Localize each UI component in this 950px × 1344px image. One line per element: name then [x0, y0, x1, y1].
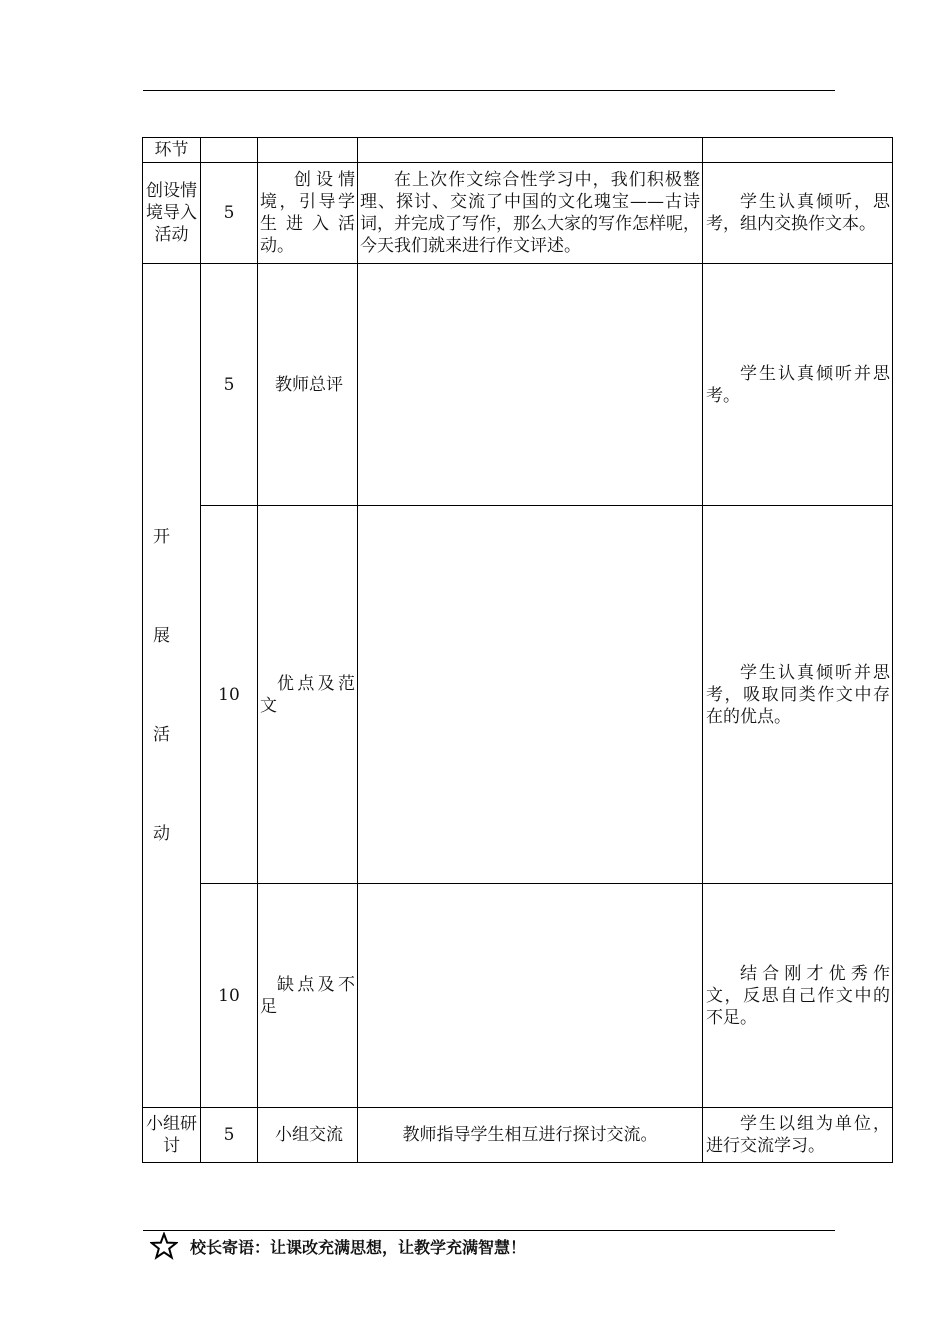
- footer-rule: [143, 1230, 835, 1231]
- student-cell: 结合刚才优秀作文，反思自己作文中的不足。: [703, 884, 893, 1108]
- stage-char: 开: [153, 527, 170, 547]
- stage-char: 活: [153, 725, 170, 745]
- header-activity: [258, 138, 358, 163]
- footer-motto: 校长寄语：让课改充满思想，让教学充满智慧！: [190, 1237, 527, 1257]
- stage-cell: 创设情境导入活动: [143, 163, 201, 264]
- activity-cell: 优点及范文: [258, 506, 358, 884]
- time-cell: 5: [201, 264, 258, 506]
- teacher-cell: 在上次作文综合性学习中，我们积极整理、探讨、交流了中国的文化瑰宝——古诗词，并完成了写作，那么大家的写作怎样呢，今天我们就来进行作文评述。: [358, 163, 703, 264]
- table-row: [143, 163, 893, 264]
- student-cell: 学生认真倾听，思考，组内交换作文本。: [703, 163, 893, 264]
- merged-stage-cell: [143, 264, 201, 1108]
- header-student: [703, 138, 893, 163]
- time-cell: 5: [201, 1108, 258, 1163]
- teacher-cell: [358, 506, 703, 884]
- table-row: [143, 884, 893, 1108]
- star-outline-icon: [150, 1232, 178, 1260]
- stage-char: 展: [153, 626, 170, 646]
- activity-cell: 小组交流: [258, 1108, 358, 1163]
- student-cell: 学生认真倾听并思考，吸取同类作文中存在的优点。: [703, 506, 893, 884]
- time-cell: 5: [201, 163, 258, 264]
- teacher-cell: [358, 264, 703, 506]
- activity-cell: 缺点及不足: [258, 884, 358, 1108]
- footer: [150, 1232, 526, 1260]
- table-header-row: [143, 138, 893, 163]
- table-row: [143, 1108, 893, 1163]
- lesson-plan-table: [142, 137, 893, 1163]
- stage-char: 动: [153, 824, 170, 844]
- time-cell: 10: [201, 506, 258, 884]
- student-cell: 学生认真倾听并思考。: [703, 264, 893, 506]
- table-row: [143, 506, 893, 884]
- time-cell: 10: [201, 884, 258, 1108]
- header-stage: 环节: [143, 138, 201, 163]
- student-cell: 学生以组为单位，进行交流学习。: [703, 1108, 893, 1163]
- teacher-cell: [358, 884, 703, 1108]
- activity-cell: 教师总评: [258, 264, 358, 506]
- activity-cell: 创设情境，引导学生进入活动。: [258, 163, 358, 264]
- header-teacher: [358, 138, 703, 163]
- header-time: [201, 138, 258, 163]
- header-rule: [143, 90, 835, 91]
- teacher-cell: 教师指导学生相互进行探讨交流。: [358, 1108, 703, 1163]
- stage-cell: 小组研讨: [143, 1108, 201, 1163]
- table-row: [143, 264, 893, 506]
